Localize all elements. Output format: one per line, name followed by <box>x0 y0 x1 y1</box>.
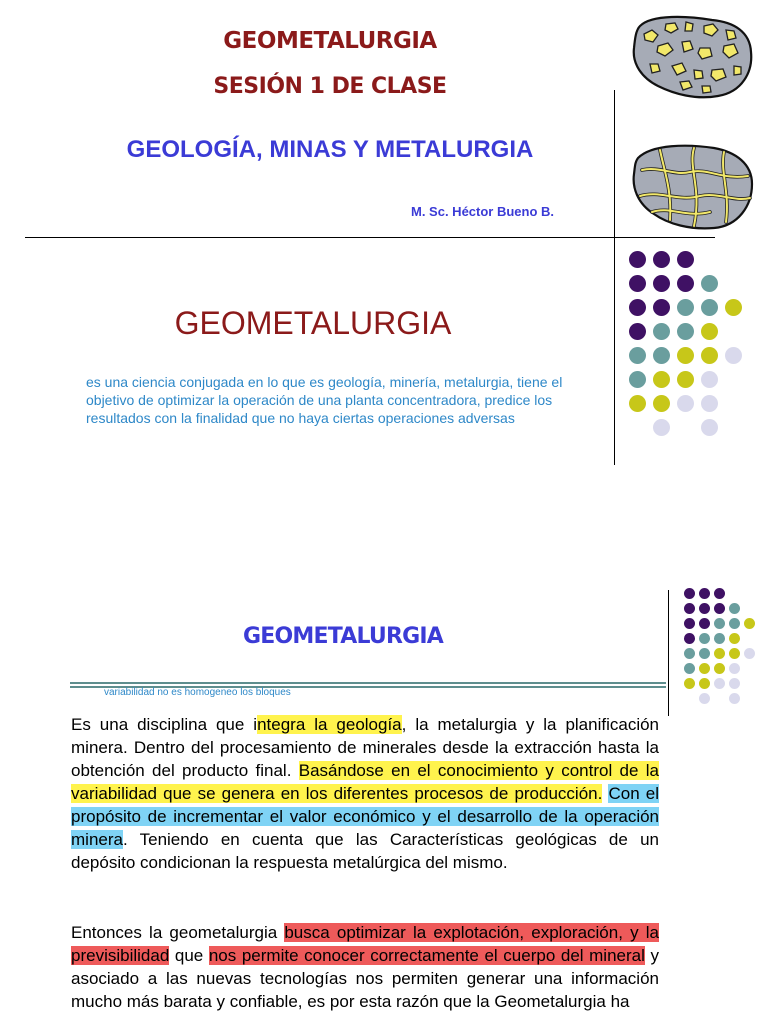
decorative-dot <box>729 633 740 644</box>
title-underline <box>70 682 666 684</box>
decorative-dot <box>629 347 646 364</box>
decorative-dot <box>729 603 740 614</box>
decorative-dot <box>653 395 670 412</box>
body-paragraph <box>71 921 659 1013</box>
decorative-dot <box>699 633 710 644</box>
decorative-dot <box>701 299 718 316</box>
decorative-dot <box>653 371 670 388</box>
decorative-dot <box>699 618 710 629</box>
decorative-dot <box>729 648 740 659</box>
decorative-dot <box>677 347 694 364</box>
decorative-dot <box>714 588 725 599</box>
slide-title: GEOMETALURGIA <box>223 28 437 54</box>
decorative-dot <box>714 618 725 629</box>
decorative-dot <box>653 323 670 340</box>
highlight-yellow: ntegra la geología <box>257 715 402 734</box>
decorative-dot <box>629 395 646 412</box>
definition-text: es una ciencia conjugada en lo que es geología, minería, metalurgia, tiene el objetivo de optimizar la operación de una planta concentradora, predice los resultados con la finalidad que no haya ciertas operaciones adversas <box>86 374 563 426</box>
decorative-dot <box>725 347 742 364</box>
decorative-dot <box>701 419 718 436</box>
decorative-dot <box>714 678 725 689</box>
slide-subtitle: SESIÓN 1 DE CLASE <box>213 74 447 99</box>
paragraph-text: Es una disciplina que i <box>71 715 258 734</box>
body-paragraph <box>71 713 659 874</box>
decorative-dot <box>699 603 710 614</box>
decorative-dot <box>684 588 695 599</box>
paragraph-text: Entonces la geometalurgia <box>71 923 285 942</box>
decorative-dot <box>714 663 725 674</box>
slide-title: GEOMETALURGIA <box>243 624 443 649</box>
decorative-dot <box>701 347 718 364</box>
decorative-dot <box>729 678 740 689</box>
decorative-dot <box>744 648 755 659</box>
decorative-dot <box>653 251 670 268</box>
paragraph-text: que <box>169 946 209 965</box>
decorative-dot <box>701 275 718 292</box>
course-heading: GEOLOGÍA, MINAS Y METALURGIA <box>126 136 534 163</box>
rock-veins-icon <box>630 140 756 232</box>
divider-horizontal <box>25 237 715 238</box>
decorative-dot <box>729 618 740 629</box>
decorative-dot <box>744 618 755 629</box>
decorative-dot <box>699 648 710 659</box>
decorative-dot <box>653 299 670 316</box>
highlight-red: busca optimizar la explotación, exploración, y la previsibilidad <box>71 923 659 965</box>
decorative-dot <box>629 371 646 388</box>
decorative-dot <box>629 251 646 268</box>
slide-2 <box>0 520 768 1024</box>
decorative-dot <box>729 663 740 674</box>
decorative-dot <box>677 299 694 316</box>
highlight-blue: Con el propósito de incrementar el valor económico y el desarrollo de la operación minera <box>71 784 659 849</box>
decorative-dot <box>677 323 694 340</box>
decorative-dot <box>725 299 742 316</box>
decorative-dot <box>701 371 718 388</box>
author-name: M. Sc. Héctor Bueno B. <box>411 204 555 219</box>
paragraph-text: y asociado a las nuevas tecnologías nos permiten generar una información mucho más barata y confiable, es por esta razón que la Geometalurgia ha <box>71 946 659 1011</box>
decorative-dot <box>677 275 694 292</box>
decorative-dot <box>684 663 695 674</box>
decorative-dot <box>714 648 725 659</box>
decorative-dot <box>699 588 710 599</box>
highlight-yellow: Basándose en el conocimiento y control de la variabilidad que se genera en los diferentes procesos de producción. <box>71 761 659 803</box>
decorative-dot <box>714 603 725 614</box>
decorative-dot <box>653 275 670 292</box>
decorative-dot <box>701 323 718 340</box>
decorative-dot <box>714 633 725 644</box>
paragraph-text: . Teniendo en cuenta que las Características geológicas de un depósito condicionan la respuesta metalúrgica del mismo. <box>71 830 659 872</box>
decorative-dot <box>677 371 694 388</box>
decorative-dot <box>677 251 694 268</box>
decorative-dot <box>684 648 695 659</box>
decorative-dot <box>653 419 670 436</box>
decorative-dot <box>629 323 646 340</box>
paragraph-text: , la metalurgia y la planificación minera. Dentro del procesamiento de minerales desde la extracción hasta la obtención del producto final. <box>71 715 660 780</box>
decorative-dot <box>699 663 710 674</box>
decorative-dot <box>729 693 740 704</box>
divider-vertical <box>668 590 669 716</box>
highlight-red: nos permite conocer correctamente el cuerpo del mineral <box>208 946 645 965</box>
decorative-dot <box>677 395 694 412</box>
decorative-dot <box>684 603 695 614</box>
decorative-dot <box>699 678 710 689</box>
decorative-dot <box>701 395 718 412</box>
rock-nuggets-icon <box>630 12 756 100</box>
decorative-dot <box>684 678 695 689</box>
decorative-dot <box>653 347 670 364</box>
decorative-dot <box>629 275 646 292</box>
note-text: variabilidad no es homogeneo los bloques <box>104 687 291 698</box>
decorative-dot <box>629 299 646 316</box>
decorative-dot <box>699 693 710 704</box>
divider-vertical <box>614 90 615 465</box>
main-title: GEOMETALURGIA <box>174 305 452 341</box>
